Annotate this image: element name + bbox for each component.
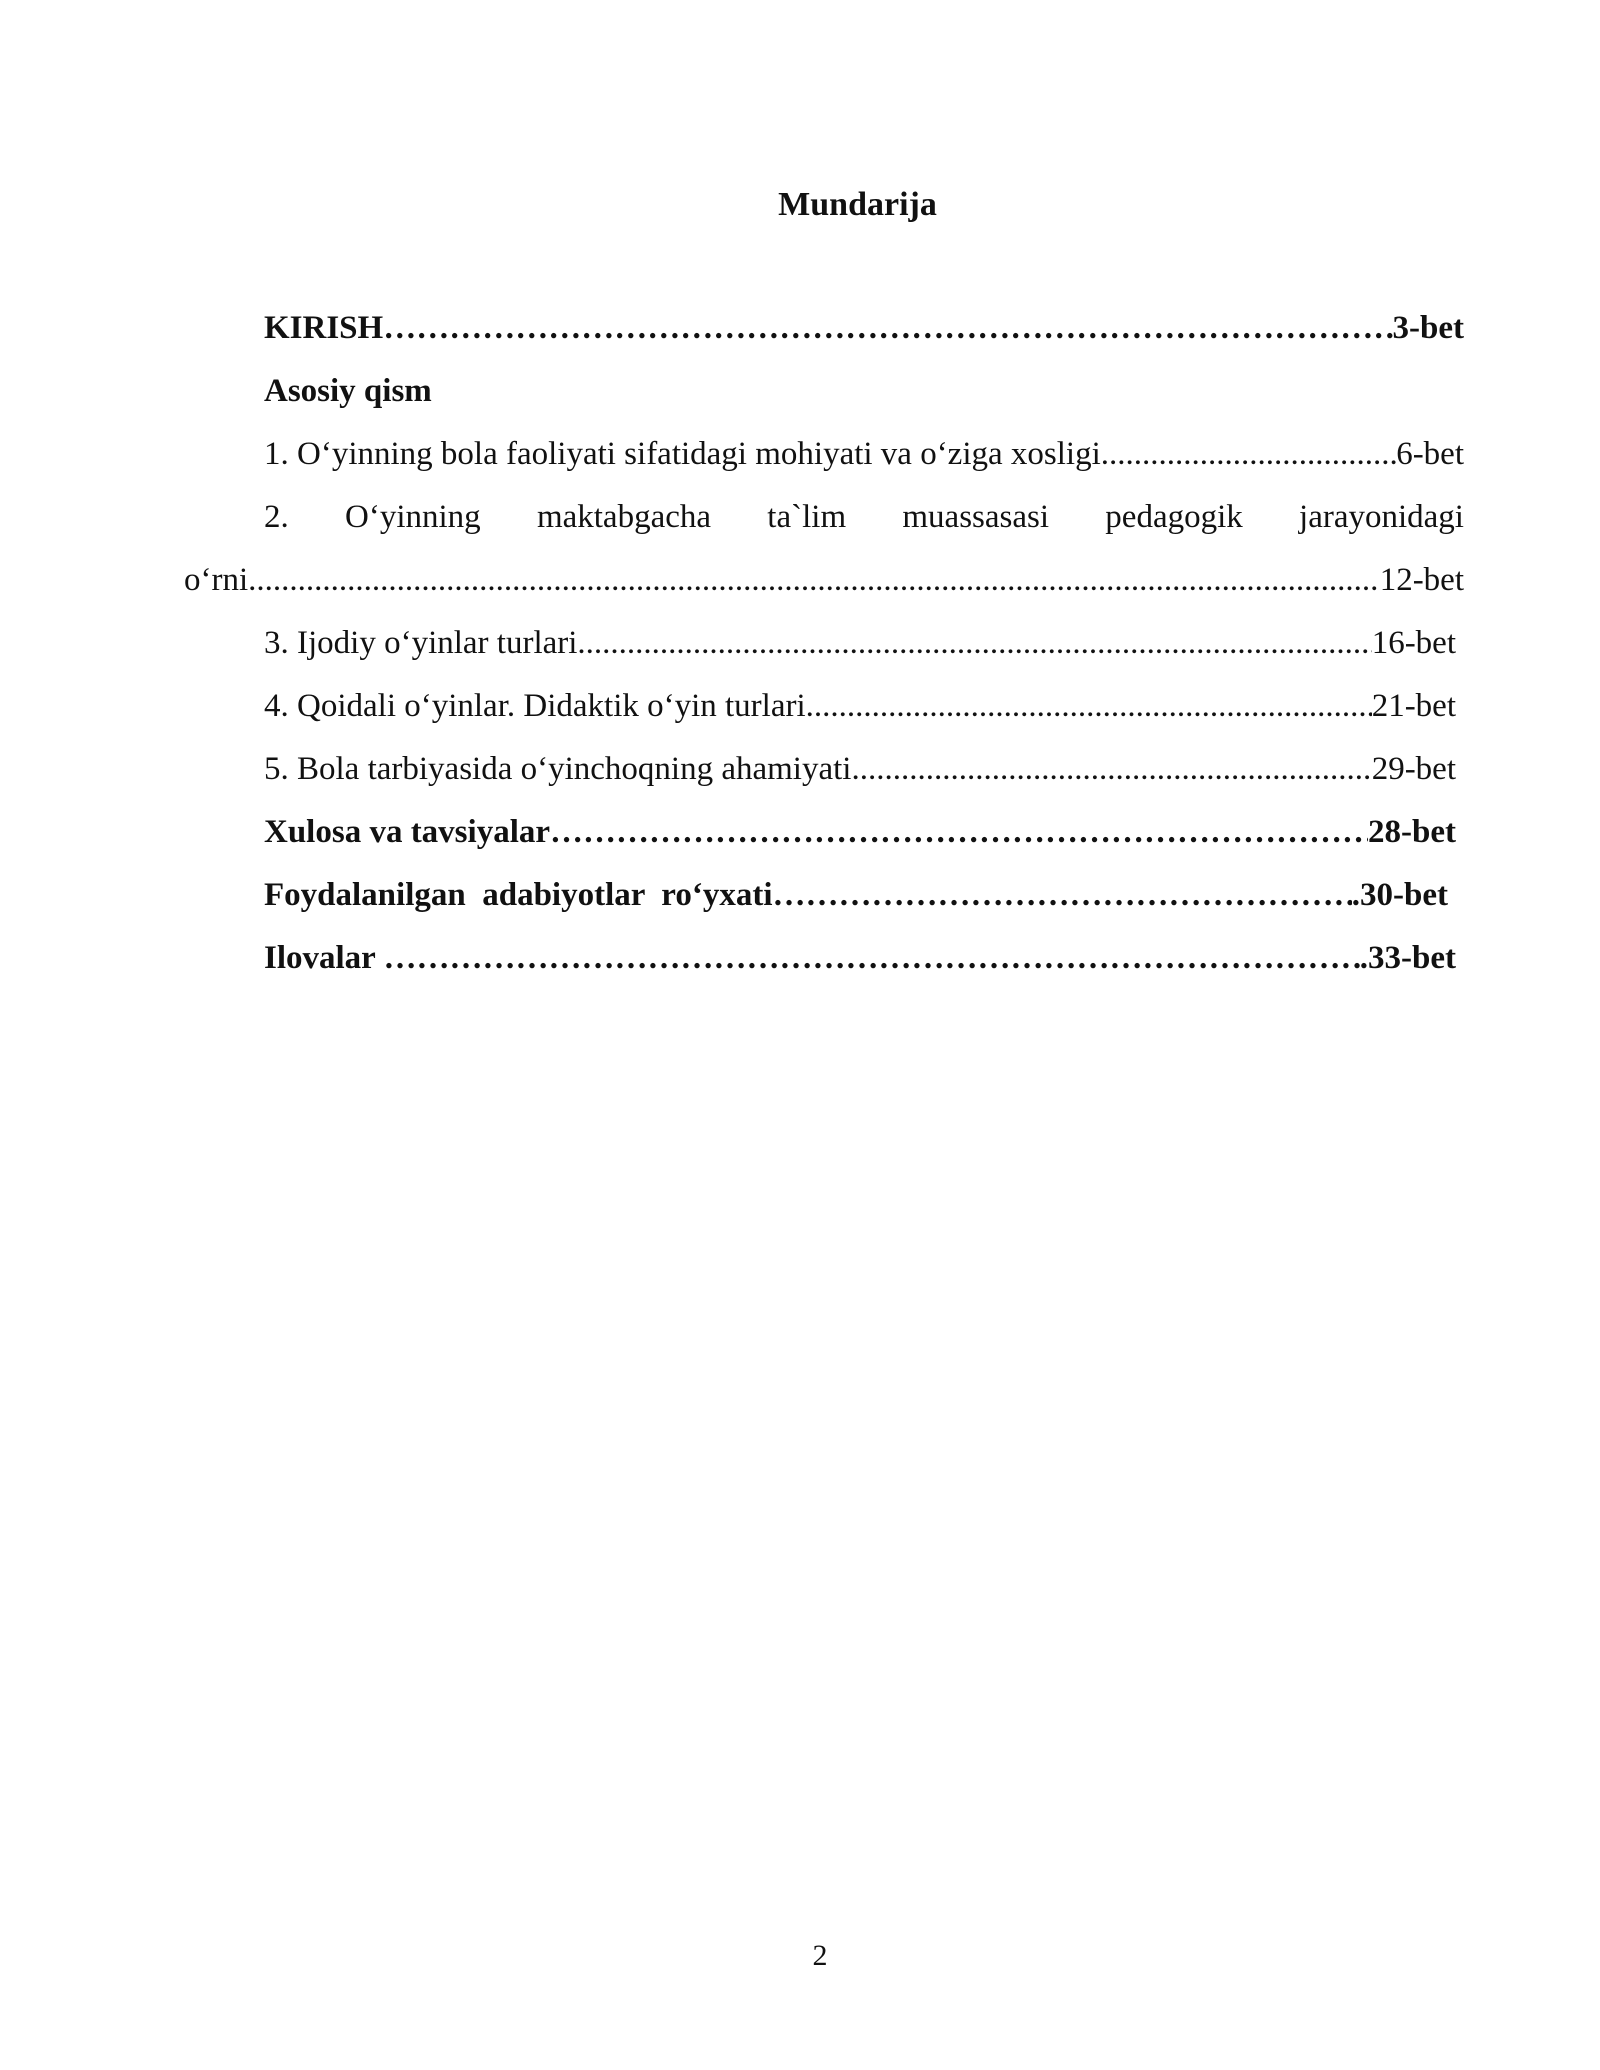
dot-leader bbox=[773, 875, 1352, 915]
toc-entry-page: 28-bet bbox=[1368, 814, 1456, 850]
toc-entry-5 bbox=[264, 749, 1456, 812]
toc-entry-1 bbox=[264, 434, 1464, 497]
page-number: 2 bbox=[812, 1939, 828, 1972]
dot-leader bbox=[806, 686, 1372, 726]
toc-entry-page: 6-bet bbox=[1396, 436, 1464, 472]
toc-entry-label: 1. O‘yinning bola faoliyati sifatidagi mohiyati va o‘ziga xosligi bbox=[264, 436, 1101, 472]
dot-leader bbox=[383, 938, 1359, 978]
toc-entry-label: Xulosa va tavsiyalar bbox=[264, 814, 551, 850]
toc-entry-page: 16-bet bbox=[1371, 625, 1456, 661]
toc-entry-label: 5. Bola tarbiyasida o‘yinchoqning ahamiyati bbox=[264, 751, 852, 787]
toc-entry-label: 3. Ijodiy o‘yinlar turlari bbox=[264, 625, 578, 661]
table-of-contents bbox=[184, 308, 1464, 1001]
toc-entry-label: Foydalanilgan adabiyotlar ro‘yxati bbox=[264, 877, 773, 913]
toc-entry-references bbox=[264, 875, 1448, 938]
page-title: Mundarija bbox=[778, 186, 937, 223]
toc-word: maktabgacha bbox=[536, 499, 712, 535]
toc-entry-conclusion bbox=[264, 812, 1456, 875]
toc-entry-2-line-1 bbox=[264, 497, 1464, 560]
toc-word: muassasasi bbox=[902, 499, 1050, 535]
toc-word: jarayonidagi bbox=[1299, 499, 1464, 535]
dot-leader bbox=[550, 812, 1368, 852]
toc-word: ta`lim bbox=[767, 499, 847, 535]
toc-word: O‘yinning bbox=[345, 499, 481, 535]
dot-leader bbox=[1101, 434, 1396, 474]
toc-entry-4 bbox=[264, 686, 1456, 749]
toc-heading-main-part bbox=[264, 371, 1464, 434]
toc-entry-page: .30-bet bbox=[1351, 877, 1448, 913]
toc-entry-kirish bbox=[264, 308, 1464, 371]
dot-leader bbox=[851, 749, 1371, 789]
toc-entry-label: o‘rni bbox=[184, 562, 249, 598]
toc-entry-label: 4. Qoidali o‘yinlar. Didaktik o‘yin turlari bbox=[264, 688, 806, 724]
toc-entry-label: KIRISH bbox=[264, 310, 384, 346]
toc-word: pedagogik bbox=[1105, 499, 1243, 535]
toc-entry-2-line-2 bbox=[184, 560, 1464, 623]
toc-entry-page: 12-bet bbox=[1379, 562, 1464, 598]
toc-entry-page: 21-bet bbox=[1371, 688, 1456, 724]
dot-leader bbox=[248, 560, 1380, 600]
toc-entry-page: 29-bet bbox=[1371, 751, 1456, 787]
toc-entry-page: .33-bet bbox=[1359, 940, 1456, 976]
dot-leader bbox=[577, 623, 1371, 663]
toc-entry-appendices bbox=[264, 938, 1456, 1001]
toc-entry-3 bbox=[264, 623, 1456, 686]
dot-leader bbox=[383, 308, 1392, 348]
toc-word: 2. bbox=[264, 499, 289, 535]
toc-entry-page: 3-bet bbox=[1392, 310, 1464, 346]
toc-heading-label: Asosiy qism bbox=[264, 373, 432, 409]
toc-entry-label: Ilovalar bbox=[264, 940, 384, 976]
